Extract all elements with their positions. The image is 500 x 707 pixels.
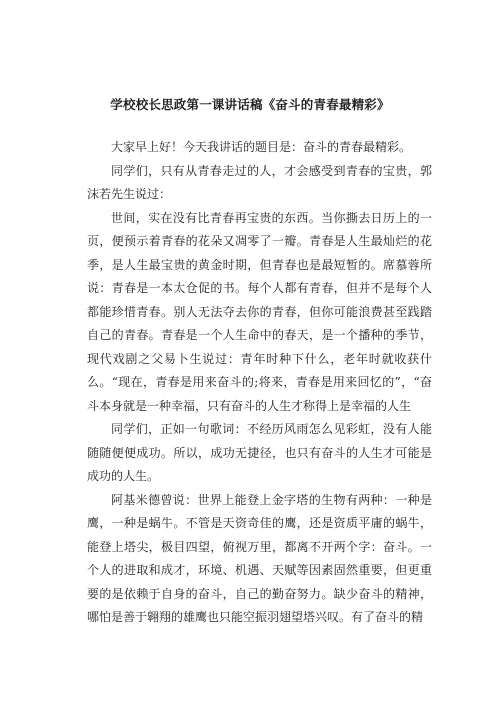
paragraph: 世间，实在没有比青春再宝贵的东西。当你撕去日历上的一页，便预示着青春的花朵又凋零了一瓣。青春是人生最灿烂的花季，是人生最宝贵的黄金时期，但青春也是最短暂的。席慕蓉所说：青春是一本太仓促的书。每个人都有青春，但并不是每个人都能珍惜青春。别人无法夺去你的青春，但你可能浪费甚至践踏自己的青春。青春是一个人生命中的春天，是一个播种的季节，现代戏剧之父易卜生说过：青年时种下什么，老年时就收获什么。“现在，青春是用来奋斗的;将来，青春是用来回忆的”，“奋斗本身就是一种幸福，只有奋斗的人生才称得上是幸福的人生 [87, 210, 432, 413]
document-title: 学校校长思政第一课讲话稿《奋斗的青春最精彩》 [110, 97, 390, 112]
paragraph: 同学们，只有从青春走过的人，才会感受到青春的宝贵，郭沫若先生说过： [87, 163, 432, 201]
paragraph: 阿基米德曾说：世界上能登上金字塔的生物有两种：一种是鹰，一种是蜗牛。不管是天资奇佳的鹰，还是资质平庸的蜗牛，能登上塔尖，极目四望，俯视万里，都离不开两个字：奋斗。一个人的进取和成才，环境、机遇、天赋等因素固然重要，但更重要的是依赖于自身的奋斗，自己的勤奋努力。缺少奋斗的精神，哪怕是善于翱翔的雄鹰也只能空振羽翅望塔兴叹。有了奋斗的精 [87, 492, 432, 624]
paragraph: 大家早上好！今天我讲话的题目是：奋斗的青春最精彩。 [111, 140, 412, 154]
paragraph: 同学们，正如一句歌词：不经历风雨怎么见彩虹，没有人能随随便便成功。所以，成功无捷径，也只有奋斗的人生才可能是成功的人生。 [87, 422, 432, 483]
document-body [87, 136, 432, 630]
